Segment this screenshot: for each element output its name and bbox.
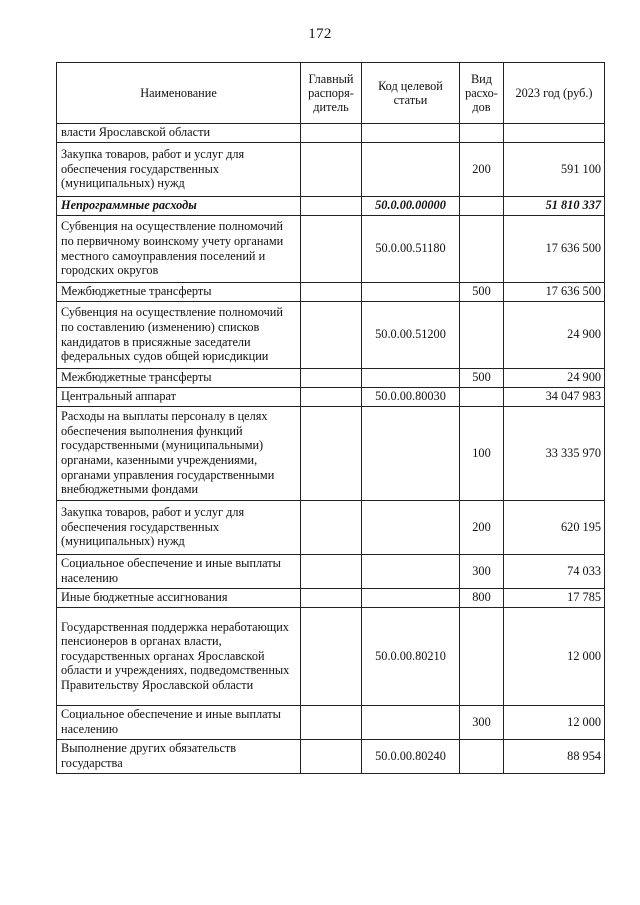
cell-amount: 17 785 [504,589,605,608]
cell-admin [301,388,362,407]
table-row [57,608,605,706]
cell-type: 200 [460,143,504,197]
cell-admin [301,589,362,608]
cell-admin [301,143,362,197]
cell-code: 50.0.00.51200 [362,302,460,369]
cell-type: 100 [460,407,504,501]
page-number: 172 [308,26,332,42]
cell-type [460,608,504,706]
cell-admin [301,706,362,740]
cell-type [460,388,504,407]
cell-amount: 88 954 [504,740,605,774]
cell-admin [301,302,362,369]
cell-type: 300 [460,706,504,740]
cell-code: 50.0.00.80240 [362,740,460,774]
cell-type [460,197,504,216]
cell-type [460,124,504,143]
cell-name: Межбюджетные трансферты [57,283,301,302]
table-row [57,369,605,388]
cell-name: Социальное обеспечение и иные выплаты населению [57,555,301,589]
cell-type: 200 [460,501,504,555]
table-row [57,388,605,407]
header-amount: 2023 год (руб.) [504,63,605,124]
cell-amount: 24 900 [504,369,605,388]
header-type: Вид расхо-дов [460,63,504,124]
cell-amount: 12 000 [504,608,605,706]
cell-amount: 24 900 [504,302,605,369]
table-row [57,302,605,369]
cell-amount [504,124,605,143]
cell-name: Расходы на выплаты персоналу в целях обеспечения выполнения функций государственными (муниципальными) органами, казенными учреждениями, органами управления государственными внебюджетными фондами [57,407,301,501]
cell-type: 300 [460,555,504,589]
cell-type: 500 [460,283,504,302]
cell-amount: 51 810 337 [504,197,605,216]
cell-amount: 33 335 970 [504,407,605,501]
table-row [57,143,605,197]
cell-amount: 34 047 983 [504,388,605,407]
cell-code [362,501,460,555]
cell-code [362,706,460,740]
table-row [57,555,605,589]
cell-name: Центральный аппарат [57,388,301,407]
cell-amount: 17 636 500 [504,216,605,283]
cell-name: Государственная поддержка неработающих пенсионеров в органах власти, государственных органах Ярославской области и учреждениях, подведомственных Правительству Ярославской области [57,608,301,706]
cell-code: 50.0.00.00000 [362,197,460,216]
cell-admin [301,608,362,706]
cell-type: 500 [460,369,504,388]
table-row [57,740,605,774]
cell-admin [301,216,362,283]
cell-name: Субвенция на осуществление полномочий по первичному воинскому учету органами местного самоуправления поселений и городских округов [57,216,301,283]
cell-admin [301,740,362,774]
cell-name: Непрограммные расходы [57,197,301,216]
cell-code [362,407,460,501]
table-row [57,216,605,283]
cell-code [362,555,460,589]
table-row [57,501,605,555]
cell-code: 50.0.00.80030 [362,388,460,407]
cell-type [460,302,504,369]
cell-name: Закупка товаров, работ и услуг для обеспечения государственных (муниципальных) нужд [57,143,301,197]
cell-code: 50.0.00.80210 [362,608,460,706]
cell-amount: 74 033 [504,555,605,589]
cell-code: 50.0.00.51180 [362,216,460,283]
cell-amount: 620 195 [504,501,605,555]
cell-name: Иные бюджетные ассигнования [57,589,301,608]
table-row [57,124,605,143]
cell-admin [301,407,362,501]
cell-admin [301,501,362,555]
cell-admin [301,124,362,143]
cell-type [460,740,504,774]
table-row [57,407,605,501]
header-admin: Главный распоря-дитель [301,63,362,124]
cell-admin [301,197,362,216]
cell-admin [301,283,362,302]
cell-name: Межбюджетные трансферты [57,369,301,388]
cell-name: Выполнение других обязательств государства [57,740,301,774]
cell-name: Закупка товаров, работ и услуг для обеспечения государственных (муниципальных) нужд [57,501,301,555]
cell-name: Социальное обеспечение и иные выплаты населению [57,706,301,740]
cell-type: 800 [460,589,504,608]
cell-admin [301,369,362,388]
table-row [57,706,605,740]
table-row [57,283,605,302]
cell-amount: 12 000 [504,706,605,740]
cell-amount: 17 636 500 [504,283,605,302]
cell-code [362,283,460,302]
header-name: Наименование [57,63,301,124]
table-header-row [57,63,605,124]
cell-code [362,124,460,143]
cell-type [460,216,504,283]
cell-amount: 591 100 [504,143,605,197]
cell-admin [301,555,362,589]
cell-name: Субвенция на осуществление полномочий по составлению (изменению) списков кандидатов в присяжные заседатели федеральных судов общей юрисдикции [57,302,301,369]
budget-table [56,62,605,774]
cell-code [362,143,460,197]
cell-code [362,369,460,388]
header-code: Код целевой статьи [362,63,460,124]
table-row-section [57,197,605,216]
cell-code [362,589,460,608]
table-row [57,589,605,608]
cell-name: власти Ярославской области [57,124,301,143]
